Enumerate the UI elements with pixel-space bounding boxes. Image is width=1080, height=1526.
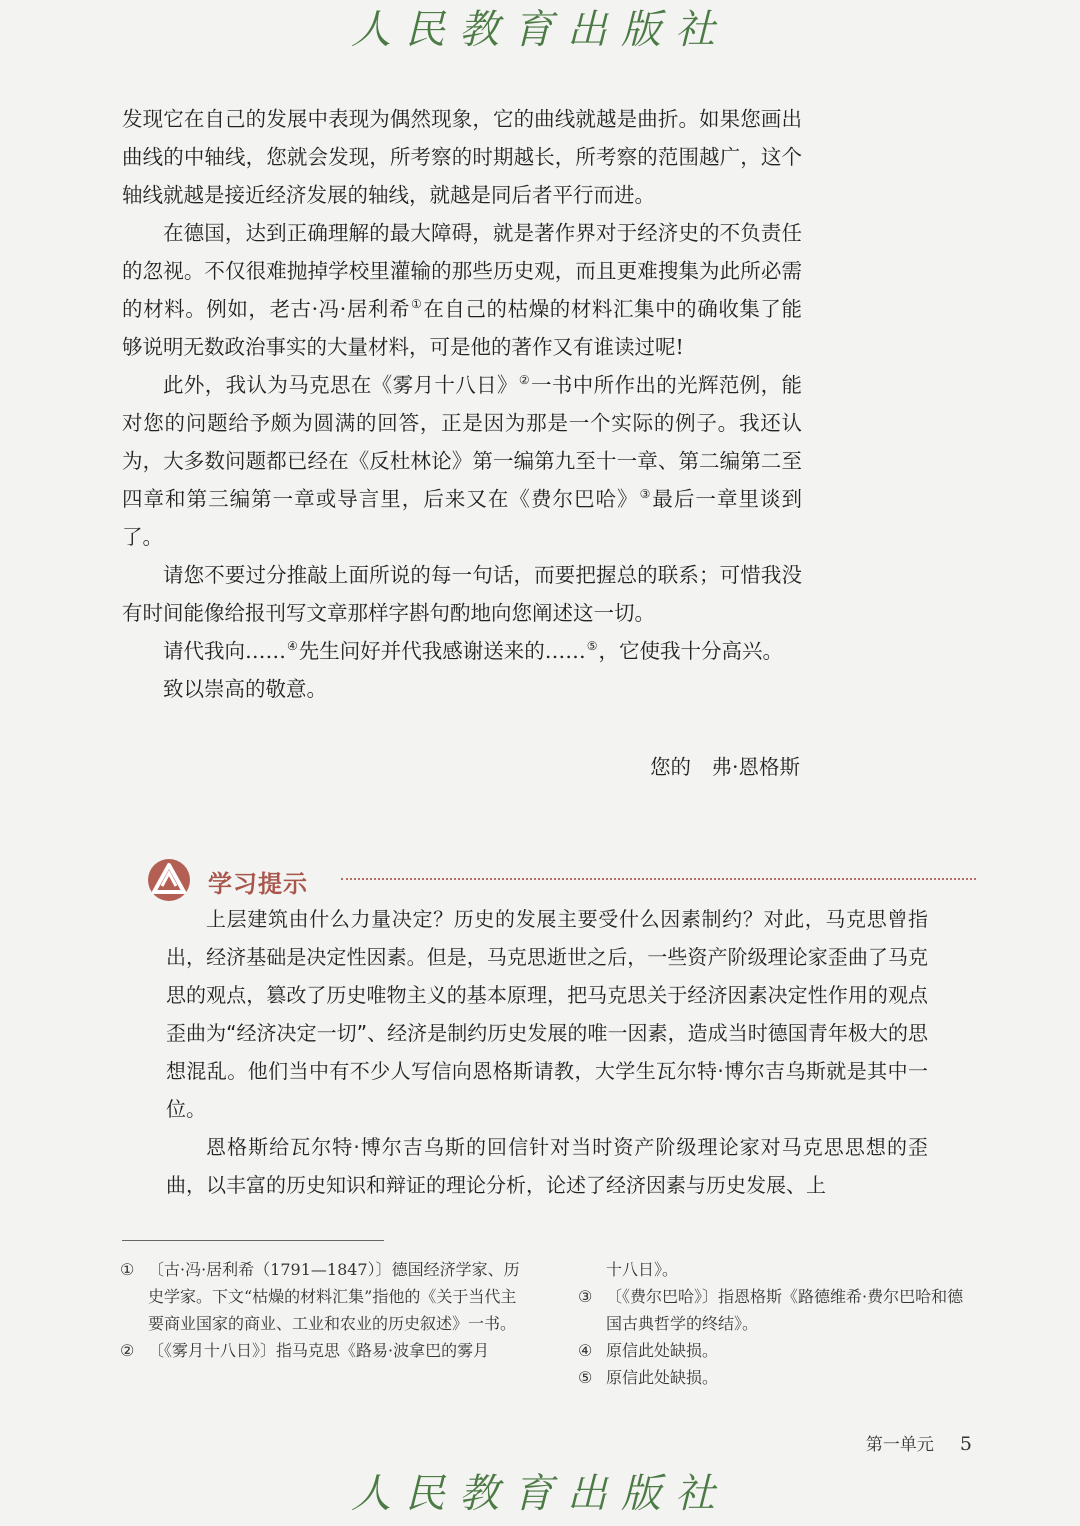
footnote-divider xyxy=(122,1240,384,1241)
letter-signature: 您的 弗·恩格斯 xyxy=(649,755,800,779)
study-tips-title: 学习提示 xyxy=(208,870,308,898)
letter-closing: 致以崇高的敬意。 xyxy=(163,677,327,701)
letter-paragraph: 在德国，达到正确理解的最大障碍，就是著作界对于经济史的不负责任的忽视。不仅很难抛掉学校里灌输的那些历史观，而且更难搜集为此所必需的材料。例如，老古·冯·居利希①在自己的枯燥的材料汇集中的确收集了能够说明无数政治事实的大量材料，可是他的著作又有谁读过呢! xyxy=(122,221,802,359)
page-number: 5 xyxy=(959,1433,972,1455)
letter-paragraph: 此外，我认为马克思在《雾月十八日》②一书中所作出的光辉范例，能对您的问题给予颇为圆满的回答，正是因为那是一个实际的例子。我还认为，大多数问题都已经在《反杜林论》第一编第九至十一章、第二编第二至四章和第三编第一章或导言里，后来又在《费尔巴哈》③最后一章里谈到了。 xyxy=(122,373,803,549)
publisher-watermark-top: 人民教育出版社 xyxy=(351,7,729,53)
publisher-watermark-bottom: 人民教育出版社 xyxy=(351,1471,729,1517)
study-tips-paragraph: 恩格斯给瓦尔特·博尔吉乌斯的回信针对当时资产阶级理论家对马克思思想的歪曲，以丰富的历史知识和辩证的理论分析，论述了经济因素与历史发展、上 xyxy=(166,1135,928,1197)
footnote-ref[interactable]: ⑤ xyxy=(586,639,598,653)
study-tips-body xyxy=(166,900,928,1204)
study-tips-header xyxy=(146,856,976,904)
page-footer xyxy=(866,1430,972,1455)
footnote-item: ④ 原信此处缺损。 xyxy=(578,1341,719,1360)
study-tips-paragraph: 上层建筑由什么力量决定？历史的发展主要受什么因素制约？对此，马克思曾指出，经济基础是决定性因素。但是，马克思逝世之后，一些资产阶级理论家歪曲了马克思的观点，篡改了历史唯物主义的基本原理，把马克思关于经济因素决定性作用的观点歪曲为“经济决定一切”、经济是制约历史发展的唯一因素，造成当时德国青年极大的思想混乱。他们当中有不少人写信向恩格斯请教，大学生瓦尔特·博尔吉乌斯就是其中一位。 xyxy=(166,907,928,1121)
footnote-item: ① 〔古·冯·居利希（1791—1847）〕德国经济学家、历史学家。下文“枯燥的材料汇集”指他的《关于当代主要商业国家的商业、工业和农业的历史叙述》一书。 xyxy=(120,1260,520,1333)
letter-paragraph: 请您不要过分推敲上面所说的每一句话，而要把握总的联系；可惜我没有时间能像给报刊写文章那样字斟句酌地向您阐述这一切。 xyxy=(122,563,802,625)
letter-paragraph: 发现它在自己的发展中表现为偶然现象，它的曲线就越是曲折。如果您画出曲线的中轴线，您就会发现，所考察的时期越长，所考察的范围越广，这个轴线就越是接近经济发展的轴线，就越是同后者平行而进。 xyxy=(122,107,802,207)
footnote-ref[interactable]: ③ xyxy=(639,487,652,501)
study-tips-icon xyxy=(146,858,192,902)
footnotes-left-column xyxy=(120,1256,520,1364)
unit-label: 第一单元 xyxy=(865,1435,934,1455)
letter-body xyxy=(122,100,802,708)
letter-paragraph: 请代我向……④先生问好并代我感谢送来的……⑤，它使我十分高兴。 xyxy=(163,639,784,663)
footnote-item: ⑤ 原信此处缺损。 xyxy=(578,1368,719,1387)
footnotes-right-column xyxy=(578,1256,978,1391)
footnote-ref[interactable]: ② xyxy=(518,373,531,387)
footnote-continuation: 十八日》。 xyxy=(606,1260,679,1279)
footnote-ref[interactable]: ④ xyxy=(287,639,298,653)
footnote-item: ③ 〔《费尔巴哈》〕指恩格斯《路德维希·费尔巴哈和德国古典哲学的终结》。 xyxy=(578,1287,964,1333)
study-tips-divider xyxy=(341,878,976,880)
footnote-ref[interactable]: ① xyxy=(411,297,423,311)
footnote-item: ② 〔《雾月十八日》〕指马克思《路易·波拿巴的雾月 xyxy=(120,1341,490,1360)
